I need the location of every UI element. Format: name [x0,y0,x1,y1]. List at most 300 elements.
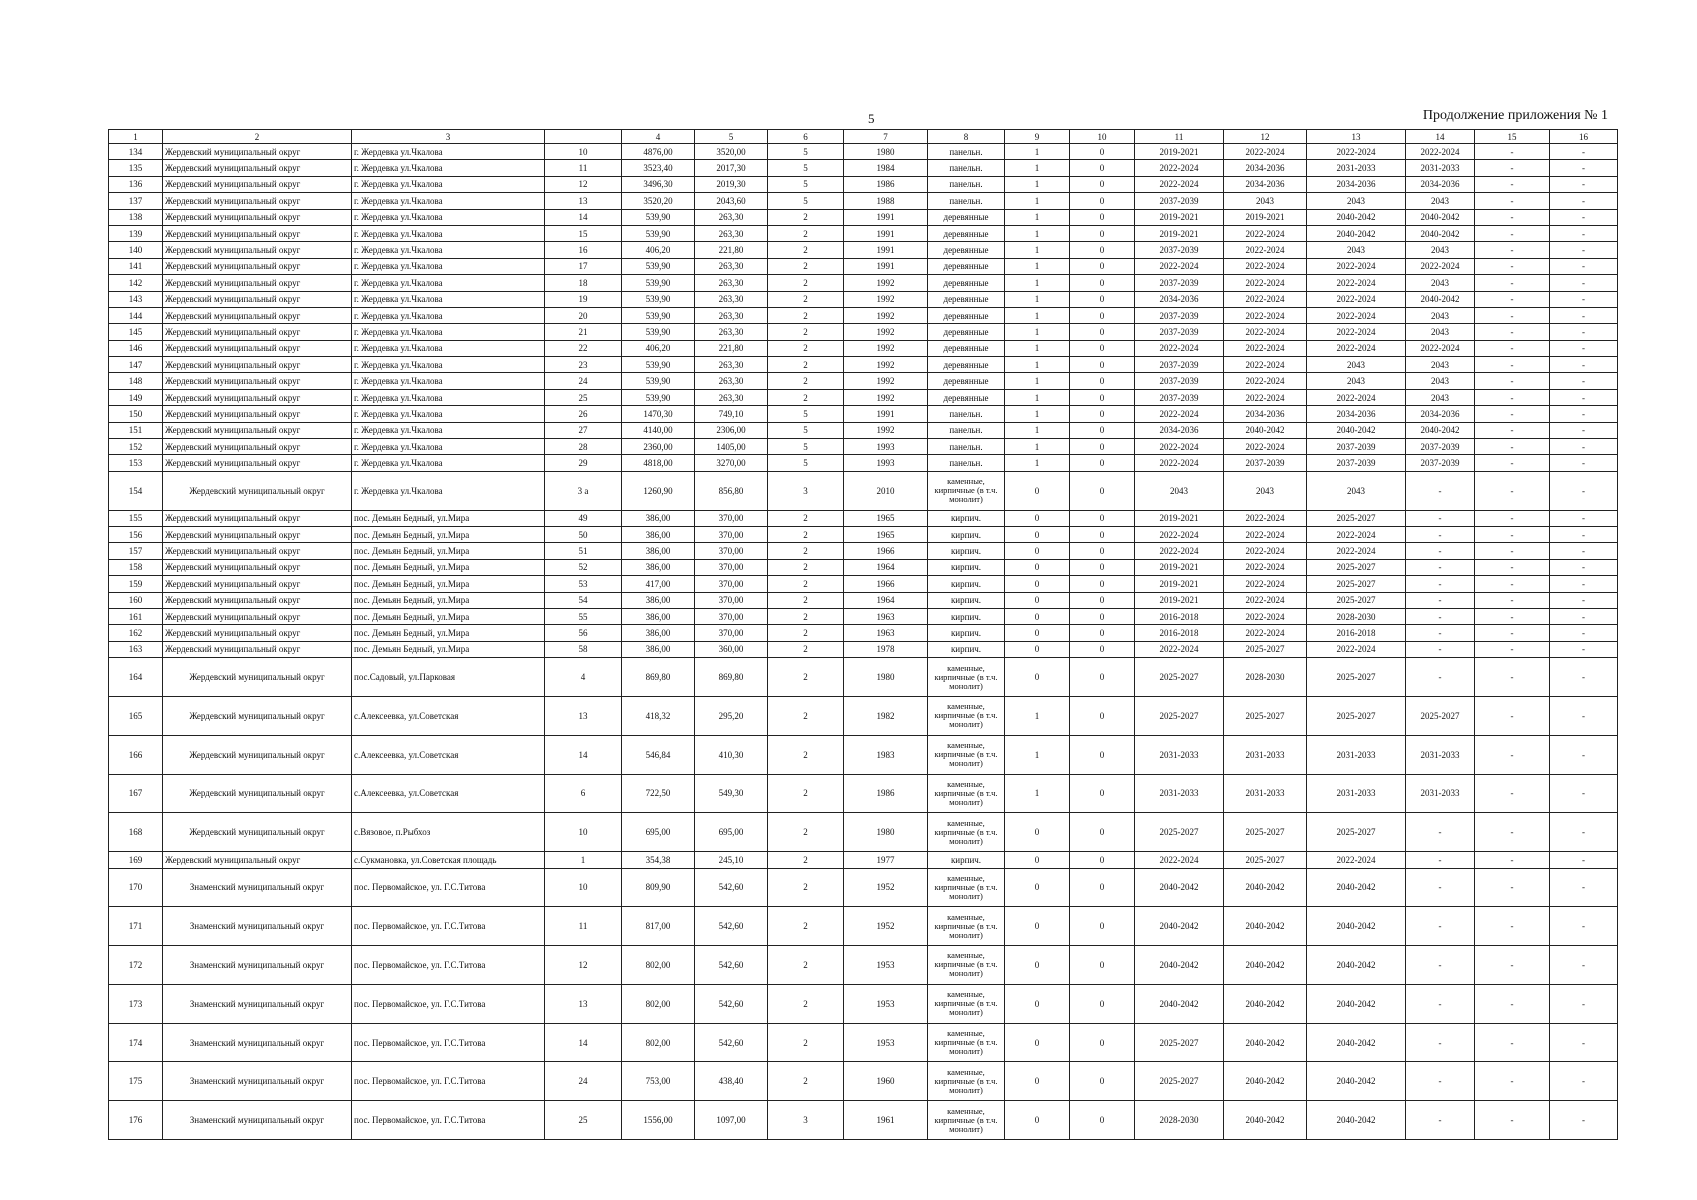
table-cell: 14 [545,1023,622,1062]
table-cell: 0 [1005,813,1070,852]
table-cell: 386,00 [622,510,695,526]
table-cell: - [1475,291,1550,307]
table-cell: - [1550,471,1618,510]
table-cell: 2019-2021 [1135,559,1224,575]
table-cell: Жердевский муниципальный округ [163,160,352,176]
table-cell: г. Жердевка ул.Чкалова [352,258,545,274]
table-cell: 802,00 [622,1023,695,1062]
table-cell: каменные, кирпичные (в т.ч. монолит) [928,1023,1005,1062]
table-cell: - [1406,1062,1475,1101]
column-number: 13 [1307,130,1406,144]
table-cell: 0 [1070,735,1135,774]
table-cell: 2022-2024 [1224,576,1307,592]
table-cell: - [1550,439,1618,455]
table-cell: 2043 [1406,389,1475,405]
table-cell: 0 [1070,406,1135,422]
table-cell: 2 [768,1062,844,1101]
table-cell: 2034-2036 [1135,422,1224,438]
table-cell: 1978 [844,641,928,657]
table-cell: 2040-2042 [1224,1023,1307,1062]
table-cell: 2022-2024 [1224,559,1307,575]
table-cell: г. Жердевка ул.Чкалова [352,160,545,176]
table-cell: - [1475,225,1550,241]
table-cell: 0 [1005,576,1070,592]
table-cell: Знаменский муниципальный округ [163,868,352,907]
table-cell: 2017,30 [695,160,768,176]
table-cell: 1992 [844,340,928,356]
table-cell: панельн. [928,406,1005,422]
table-cell: панельн. [928,422,1005,438]
table-row [109,735,1618,774]
table-cell: с.Алексеевка, ул.Советская [352,696,545,735]
table-cell: 0 [1070,258,1135,274]
table-cell: - [1475,559,1550,575]
table-cell: 146 [109,340,163,356]
table-cell: 386,00 [622,592,695,608]
table-cell: 1961 [844,1101,928,1140]
table-cell: Жердевский муниципальный округ [163,559,352,575]
table-cell: 2022-2024 [1224,543,1307,559]
table-cell: 1991 [844,225,928,241]
table-cell: 2022-2024 [1224,357,1307,373]
table-cell: 2040-2042 [1224,868,1307,907]
table-cell: 539,90 [622,209,695,225]
table-cell: г. Жердевка ул.Чкалова [352,225,545,241]
table-cell: 25 [545,1101,622,1140]
table-row [109,291,1618,307]
table-cell: 2 [768,868,844,907]
table-cell: 2040-2042 [1135,946,1224,985]
table-cell: 11 [545,907,622,946]
table-cell: - [1406,471,1475,510]
table-cell: - [1406,559,1475,575]
table-cell: деревянные [928,209,1005,225]
table-cell: Жердевский муниципальный округ [163,527,352,543]
table-cell: г. Жердевка ул.Чкалова [352,291,545,307]
table-cell: 1260,90 [622,471,695,510]
table-cell: - [1550,1101,1618,1140]
table-cell: 2022-2024 [1224,275,1307,291]
table-row [109,527,1618,543]
table-cell: 2019-2021 [1135,510,1224,526]
table-cell: - [1550,907,1618,946]
table-cell: 417,00 [622,576,695,592]
table-cell: - [1550,868,1618,907]
table-cell: 0 [1070,608,1135,624]
table-cell: 1 [1005,340,1070,356]
table-cell: 2022-2024 [1307,144,1406,160]
table-cell: 2019-2021 [1224,209,1307,225]
table-row [109,1062,1618,1101]
table-cell: 21 [545,324,622,340]
table-cell: - [1475,984,1550,1023]
table-cell: - [1550,774,1618,813]
table-cell: Жердевский муниципальный округ [163,608,352,624]
table-row [109,696,1618,735]
table-cell: 2040-2042 [1307,868,1406,907]
table-cell: 856,80 [695,471,768,510]
table-cell: 2022-2024 [1224,225,1307,241]
table-cell: - [1550,455,1618,471]
table-cell: 23 [545,357,622,373]
table-cell: 10 [545,813,622,852]
table-cell: каменные, кирпичные (в т.ч. монолит) [928,735,1005,774]
table-cell: 221,80 [695,242,768,258]
table-cell: 2025-2027 [1406,696,1475,735]
table-cell: 138 [109,209,163,225]
table-cell: 295,20 [695,696,768,735]
table-cell: - [1406,1101,1475,1140]
table-cell: 0 [1070,225,1135,241]
table-cell: 1991 [844,258,928,274]
table-cell: - [1550,275,1618,291]
table-cell: 1953 [844,946,928,985]
table-cell: 722,50 [622,774,695,813]
table-cell: 1992 [844,373,928,389]
table-row [109,144,1618,160]
table-cell: 5 [768,455,844,471]
table-cell: - [1406,608,1475,624]
table-cell: 2016-2018 [1135,608,1224,624]
table-cell: 136 [109,176,163,192]
table-cell: 0 [1070,559,1135,575]
table-cell: 263,30 [695,307,768,323]
table-cell: г. Жердевка ул.Чкалова [352,209,545,225]
table-row [109,471,1618,510]
table-cell: Жердевский муниципальный округ [163,324,352,340]
table-cell: Жердевский муниципальный округ [163,144,352,160]
table-cell: Жердевский муниципальный округ [163,275,352,291]
table-cell: 1986 [844,176,928,192]
table-cell: 2 [768,225,844,241]
table-cell: каменные, кирпичные (в т.ч. монолит) [928,868,1005,907]
table-cell: г. Жердевка ул.Чкалова [352,307,545,323]
table-cell: деревянные [928,373,1005,389]
table-cell: 26 [545,406,622,422]
table-cell: 2 [768,735,844,774]
table-row [109,813,1618,852]
table-cell: 263,30 [695,209,768,225]
table-cell: 1470,30 [622,406,695,422]
table-cell: 140 [109,242,163,258]
table-cell: 370,00 [695,576,768,592]
table-cell: 2022-2024 [1135,543,1224,559]
table-cell: 2037-2039 [1135,242,1224,258]
table-cell: Жердевский муниципальный округ [163,193,352,209]
table-cell: 1960 [844,1062,928,1101]
table-cell: 2043 [1406,193,1475,209]
table-cell: 2360,00 [622,439,695,455]
table-cell: 2022-2024 [1135,641,1224,657]
table-cell: деревянные [928,307,1005,323]
table-cell: 58 [545,641,622,657]
column-number: 6 [768,130,844,144]
table-cell: 13 [545,984,622,1023]
table-cell: 2040-2042 [1224,984,1307,1023]
table-cell: кирпич. [928,608,1005,624]
table-cell: 158 [109,559,163,575]
table-cell: Жердевский муниципальный округ [163,852,352,868]
table-cell: 245,10 [695,852,768,868]
table-cell: 2037-2039 [1135,307,1224,323]
table-cell: 2 [768,576,844,592]
table-cell: 2022-2024 [1224,592,1307,608]
table-cell: 137 [109,193,163,209]
table-cell: 418,32 [622,696,695,735]
table-cell: 0 [1070,144,1135,160]
table-cell: 1993 [844,455,928,471]
table-cell: 1982 [844,696,928,735]
table-cell: - [1406,527,1475,543]
table-cell: 2022-2024 [1224,527,1307,543]
table-cell: 2031-2033 [1224,774,1307,813]
table-cell: 2043 [1307,357,1406,373]
table-cell: 1983 [844,735,928,774]
table-cell: Жердевский муниципальный округ [163,406,352,422]
table-cell: - [1550,324,1618,340]
table-cell: 2037-2039 [1406,455,1475,471]
table-row [109,340,1618,356]
table-cell: 1 [1005,307,1070,323]
table-cell: 1984 [844,160,928,176]
table-cell: 2034-2036 [1307,176,1406,192]
table-row [109,439,1618,455]
table-cell: 370,00 [695,608,768,624]
table-cell: - [1406,641,1475,657]
table-cell: - [1550,946,1618,985]
table-cell: 0 [1005,1062,1070,1101]
table-cell: 54 [545,592,622,608]
table-cell: - [1406,510,1475,526]
table-cell: 150 [109,406,163,422]
table-cell: - [1550,357,1618,373]
table-cell: 1 [545,852,622,868]
table-cell: 2025-2027 [1224,641,1307,657]
table-cell: 2043 [1406,275,1475,291]
table-row [109,658,1618,697]
table-cell: Жердевский муниципальный округ [163,291,352,307]
table-cell: 1 [1005,242,1070,258]
table-cell: - [1475,422,1550,438]
table-row [109,373,1618,389]
table-cell: - [1475,543,1550,559]
table-cell: - [1406,946,1475,985]
table-cell: 2043 [1307,471,1406,510]
table-cell: 163 [109,641,163,657]
table-cell: 869,80 [695,658,768,697]
table-cell: 263,30 [695,389,768,405]
table-cell: - [1550,576,1618,592]
table-cell: - [1406,907,1475,946]
table-cell: Жердевский муниципальный округ [163,625,352,641]
table-cell: с.Алексеевка, ул.Советская [352,774,545,813]
table-cell: - [1475,373,1550,389]
table-cell: 1 [1005,735,1070,774]
table-cell: 2 [768,774,844,813]
table-cell: Жердевский муниципальный округ [163,357,352,373]
table-cell: Жердевский муниципальный округ [163,209,352,225]
table-cell: - [1475,641,1550,657]
table-cell: 157 [109,543,163,559]
table-cell: 386,00 [622,625,695,641]
table-cell: 0 [1005,658,1070,697]
table-cell: 546,84 [622,735,695,774]
table-cell: 2031-2033 [1406,774,1475,813]
table-cell: - [1475,406,1550,422]
table-cell: Знаменский муниципальный округ [163,1023,352,1062]
table-cell: 165 [109,696,163,735]
table-cell: 1 [1005,373,1070,389]
table-row [109,868,1618,907]
column-number: 4 [622,130,695,144]
table-cell: - [1550,608,1618,624]
table-cell: - [1550,373,1618,389]
table-cell: 2040-2042 [1224,422,1307,438]
table-cell: - [1550,225,1618,241]
table-cell: 809,90 [622,868,695,907]
table-cell: 753,00 [622,1062,695,1101]
table-cell: 3496,30 [622,176,695,192]
table-cell: 2043 [1135,471,1224,510]
table-cell: Жердевский муниципальный округ [163,439,352,455]
table-cell: 2034-2036 [1224,160,1307,176]
table-cell: 2031-2033 [1135,774,1224,813]
table-cell: 0 [1070,324,1135,340]
table-cell: Жердевский муниципальный округ [163,340,352,356]
table-cell: 2040-2042 [1224,907,1307,946]
table-cell: 2037-2039 [1307,455,1406,471]
table-cell: - [1550,658,1618,697]
table-cell: 2037-2039 [1406,439,1475,455]
table-cell: 2028-2030 [1135,1101,1224,1140]
table-cell: г. Жердевка ул.Чкалова [352,340,545,356]
table-row [109,852,1618,868]
table-cell: - [1475,160,1550,176]
table-row [109,193,1618,209]
table-cell: Жердевский муниципальный округ [163,307,352,323]
table-cell: кирпич. [928,559,1005,575]
table-row [109,946,1618,985]
table-cell: 2028-2030 [1224,658,1307,697]
table-cell: - [1406,984,1475,1023]
table-cell: 0 [1070,275,1135,291]
table-cell: 2034-2036 [1135,291,1224,307]
table-cell: 542,60 [695,868,768,907]
table-cell: 1991 [844,406,928,422]
table-row [109,592,1618,608]
table-cell: 354,38 [622,852,695,868]
table-cell: 2022-2024 [1224,307,1307,323]
table-cell: 0 [1070,389,1135,405]
table-cell: деревянные [928,242,1005,258]
column-number-row [109,130,1618,144]
table-cell: 2022-2024 [1307,258,1406,274]
table-cell: Знаменский муниципальный округ [163,1101,352,1140]
table-cell: 2025-2027 [1307,559,1406,575]
table-row [109,209,1618,225]
table-cell: пос. Демьян Бедный, ул.Мира [352,559,545,575]
table-cell: 2037-2039 [1135,324,1224,340]
table-cell: 10 [545,144,622,160]
table-cell: 1966 [844,576,928,592]
table-row [109,625,1618,641]
table-cell: 1 [1005,357,1070,373]
table-cell: 2 [768,946,844,985]
table-cell: 410,30 [695,735,768,774]
table-cell: 0 [1005,559,1070,575]
table-cell: 1952 [844,868,928,907]
appendix-title: Продолжение приложения № 1 [1422,108,1608,123]
table-cell: 1977 [844,852,928,868]
table-cell: 2025-2027 [1307,658,1406,697]
table-cell: 370,00 [695,625,768,641]
table-cell: 2016-2018 [1135,625,1224,641]
table-cell: Жердевский муниципальный округ [163,471,352,510]
table-cell: 2031-2033 [1135,735,1224,774]
table-cell: Жердевский муниципальный округ [163,242,352,258]
table-cell: кирпич. [928,527,1005,543]
table-cell: 1992 [844,422,928,438]
table-cell: 0 [1005,543,1070,559]
table-cell: 2037-2039 [1307,439,1406,455]
table-row [109,907,1618,946]
table-cell: панельн. [928,455,1005,471]
table-cell: 370,00 [695,559,768,575]
table-cell: Жердевский муниципальный округ [163,774,352,813]
table-cell: г. Жердевка ул.Чкалова [352,275,545,291]
table-cell: 170 [109,868,163,907]
table-cell: 1405,00 [695,439,768,455]
table-cell: Жердевский муниципальный округ [163,658,352,697]
page-number: 5 [868,111,875,126]
table-cell: пос. Демьян Бедный, ул.Мира [352,608,545,624]
table-cell: 2043 [1224,471,1307,510]
table-row [109,242,1618,258]
table-cell: 2025-2027 [1307,696,1406,735]
table-cell: 539,90 [622,258,695,274]
table-cell: 386,00 [622,608,695,624]
table-cell: Жердевский муниципальный округ [163,696,352,735]
table-row [109,774,1618,813]
table-cell: пос. Демьян Бедный, ул.Мира [352,625,545,641]
table-cell: 2037-2039 [1135,389,1224,405]
table-cell: 2040-2042 [1307,984,1406,1023]
table-cell: 11 [545,160,622,176]
table-cell: 0 [1070,641,1135,657]
table-cell: 0 [1005,592,1070,608]
table-cell: 2 [768,324,844,340]
table-cell: 1952 [844,907,928,946]
table-cell: 5 [768,160,844,176]
table-cell: пос. Демьян Бедный, ул.Мира [352,592,545,608]
table-cell: 135 [109,160,163,176]
table-cell: 4876,00 [622,144,695,160]
table-cell: 0 [1070,946,1135,985]
table-cell: 2025-2027 [1224,852,1307,868]
table-cell: - [1475,696,1550,735]
table-cell: 1988 [844,193,928,209]
table-cell: 0 [1005,852,1070,868]
table-cell: 22 [545,340,622,356]
table-cell: г. Жердевка ул.Чкалова [352,193,545,209]
table-cell: - [1475,1023,1550,1062]
table-cell: - [1475,735,1550,774]
table-cell: 2022-2024 [1224,625,1307,641]
table-cell: - [1406,576,1475,592]
table-cell: 2022-2024 [1406,144,1475,160]
table-cell: 55 [545,608,622,624]
column-number: 8 [928,130,1005,144]
